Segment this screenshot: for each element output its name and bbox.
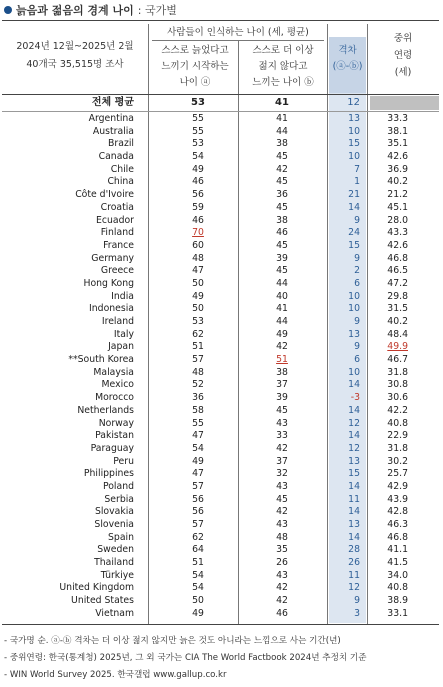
value-median: 36.9 — [387, 163, 408, 175]
col-a-line3: 나이 ⓐ — [179, 77, 211, 88]
value-b: 45 — [276, 201, 288, 213]
value-gap: 10 — [348, 151, 360, 163]
table-row — [0, 126, 443, 139]
country-name: Malaysia — [93, 366, 134, 378]
value-median: 31.8 — [387, 366, 408, 378]
value-gap: 14 — [348, 379, 360, 391]
value-median: 42.6 — [387, 151, 408, 163]
gap-header-line1: 격차 — [338, 45, 357, 56]
country-name: Mexico — [101, 379, 134, 391]
gap-header-line2: (ⓐ-ⓑ) — [332, 61, 363, 72]
value-b: 39 — [276, 392, 288, 404]
value-gap: 14 — [348, 430, 360, 442]
table-row — [0, 443, 443, 456]
value-median: 41.1 — [387, 544, 408, 556]
value-b: 46 — [276, 607, 288, 619]
country-name: India — [111, 290, 134, 302]
value-a: 46 — [192, 176, 204, 188]
value-b: 42 — [276, 341, 288, 353]
value-b: 45 — [276, 404, 288, 416]
country-name: France — [103, 239, 134, 251]
value-a: 56 — [192, 506, 204, 518]
value-gap: 6 — [354, 277, 360, 289]
value-b: 37 — [276, 455, 288, 467]
average-b: 41 — [275, 97, 289, 108]
footnote-2: - 중위연령: 한국(통계청) 2025년, 그 외 국가는 CIA The World Factbook 2024년 추정치 기준 — [4, 653, 367, 663]
value-median: 35.1 — [387, 138, 408, 150]
country-name: Vietnam — [95, 607, 134, 619]
value-b: 51 — [276, 354, 288, 366]
table-row — [0, 595, 443, 608]
value-median: 46.8 — [387, 531, 408, 543]
value-b: 45 — [276, 151, 288, 163]
value-median: 45.1 — [387, 201, 408, 213]
value-gap: 9 — [354, 341, 360, 353]
value-gap: 15 — [348, 239, 360, 251]
value-a: 54 — [192, 569, 204, 581]
value-median: 33.3 — [387, 113, 408, 124]
value-gap: 10 — [348, 290, 360, 302]
table-row — [0, 151, 443, 164]
country-name: Pakistan — [95, 430, 134, 442]
col-a-line2: 느끼기 시작하는 — [161, 61, 229, 72]
table-row — [0, 265, 443, 278]
table-row — [0, 354, 443, 367]
country-name: Argentina — [88, 113, 134, 124]
table-row — [0, 138, 443, 151]
value-a: 50 — [192, 303, 204, 315]
table-row — [0, 164, 443, 177]
value-median: 38.9 — [387, 595, 408, 607]
value-gap: 14 — [348, 201, 360, 213]
value-a: 48 — [192, 252, 204, 264]
value-a: 54 — [192, 442, 204, 454]
value-median: 29.8 — [387, 290, 408, 302]
value-b: 43 — [276, 569, 288, 581]
value-b: 36 — [276, 189, 288, 201]
table-row — [0, 418, 443, 431]
value-b: 46 — [276, 227, 288, 239]
value-gap: 10 — [348, 125, 360, 137]
value-gap: 13 — [348, 519, 360, 530]
value-b: 38 — [276, 214, 288, 226]
value-b: 45 — [276, 265, 288, 277]
table-row — [0, 582, 443, 595]
country-name: Japan — [108, 341, 134, 353]
table-row — [0, 519, 443, 532]
country-name: Ecuador — [96, 214, 134, 226]
value-a: 51 — [192, 341, 204, 353]
country-name: Brazil — [108, 138, 134, 150]
value-b: 38 — [276, 366, 288, 378]
value-median: 46.3 — [387, 519, 408, 530]
value-median: 46.7 — [387, 354, 408, 366]
value-a: 49 — [192, 163, 204, 175]
value-gap: 13 — [348, 113, 360, 124]
table-row — [0, 481, 443, 494]
value-a: 53 — [192, 138, 204, 150]
value-a: 55 — [192, 417, 204, 429]
value-median: 30.6 — [387, 392, 408, 404]
value-a: 59 — [192, 201, 204, 213]
value-median: 48.4 — [387, 328, 408, 340]
value-median: 42.6 — [387, 239, 408, 251]
country-name: Ireland — [101, 316, 134, 327]
table-row — [0, 557, 443, 570]
value-gap: 10 — [348, 303, 360, 315]
country-name: Philippines — [83, 468, 134, 480]
value-a: 57 — [192, 519, 204, 530]
median-header-line1: 중위 — [393, 33, 413, 44]
country-name: Canada — [98, 151, 134, 163]
table-row — [0, 227, 443, 240]
table-row — [0, 291, 443, 304]
col-b-line2: 젊지 않다고 — [258, 61, 308, 72]
value-a: 49 — [192, 290, 204, 302]
title-subtitle: : 국가별 — [137, 4, 177, 17]
value-median: 33.1 — [387, 607, 408, 619]
value-gap: 9 — [354, 252, 360, 264]
footnote-1: - 국가명 순. ⓐ-ⓑ 격차는 더 이상 젊지 않지만 늙은 것도 아니라는 느낌으로 사는 기간(년) — [4, 636, 341, 646]
table-row — [0, 367, 443, 380]
gap-header — [329, 44, 366, 74]
table-row — [0, 341, 443, 354]
value-median: 42.2 — [387, 404, 408, 416]
value-a: 55 — [192, 125, 204, 137]
value-b: 26 — [276, 557, 288, 569]
value-a: 49 — [192, 455, 204, 467]
value-median: 38.1 — [387, 125, 408, 137]
col-a-header — [152, 44, 238, 90]
median-header — [368, 32, 438, 80]
col-b-line3: 느끼는 나이 ⓑ — [252, 77, 314, 88]
value-a: 56 — [192, 493, 204, 505]
value-gap: 14 — [348, 506, 360, 518]
value-gap: 13 — [348, 328, 360, 340]
value-median: 30.8 — [387, 379, 408, 391]
country-name: Netherlands — [77, 404, 134, 416]
value-a: 57 — [192, 480, 204, 492]
value-a: 48 — [192, 366, 204, 378]
table-row — [0, 113, 443, 126]
country-name: Sweden — [97, 544, 134, 556]
value-a: 50 — [192, 595, 204, 607]
value-b: 32 — [276, 468, 288, 480]
value-b: 35 — [276, 544, 288, 556]
value-a: 52 — [192, 379, 204, 391]
value-b: 42 — [276, 582, 288, 594]
value-median: 25.7 — [387, 468, 408, 480]
value-b: 48 — [276, 531, 288, 543]
average-label: 전체 평균 — [91, 97, 134, 108]
table-row — [0, 240, 443, 253]
country-name: **South Korea — [68, 354, 134, 366]
table-row — [0, 608, 443, 621]
table-row — [0, 570, 443, 583]
value-b: 43 — [276, 519, 288, 530]
value-gap: 15 — [348, 138, 360, 150]
value-b: 45 — [276, 493, 288, 505]
table-row — [0, 329, 443, 342]
country-name: Norway — [98, 417, 134, 429]
value-gap: 7 — [354, 163, 360, 175]
value-gap: 3 — [354, 607, 360, 619]
value-a: 62 — [192, 531, 204, 543]
table-row — [0, 506, 443, 519]
value-median: 31.5 — [387, 303, 408, 315]
value-gap: -3 — [350, 392, 360, 404]
country-name: Hong Kong — [83, 277, 134, 289]
value-gap: 11 — [348, 493, 360, 505]
table-row — [0, 215, 443, 228]
value-b: 39 — [276, 252, 288, 264]
value-a: 70 — [192, 227, 204, 239]
value-median: 40.2 — [387, 316, 408, 327]
country-name: Côte d'Ivoire — [75, 189, 134, 201]
value-gap: 14 — [348, 531, 360, 543]
value-b: 44 — [276, 316, 288, 327]
value-a: 50 — [192, 277, 204, 289]
value-b: 41 — [276, 303, 288, 315]
value-median: 47.2 — [387, 277, 408, 289]
value-median: 42.9 — [387, 480, 408, 492]
table-title — [4, 2, 177, 18]
country-name: United Kingdom — [59, 582, 134, 594]
value-a: 53 — [192, 316, 204, 327]
value-gap: 12 — [348, 582, 360, 594]
value-gap: 1 — [354, 176, 360, 188]
value-a: 60 — [192, 239, 204, 251]
value-median: 40.2 — [387, 176, 408, 188]
survey-sample: 40개국 35,515명 조사 — [26, 59, 124, 70]
table-row — [0, 544, 443, 557]
value-median: 43.3 — [387, 227, 408, 239]
value-a: 47 — [192, 430, 204, 442]
value-median: 28.0 — [387, 214, 408, 226]
value-b: 42 — [276, 506, 288, 518]
country-name: Australia — [92, 125, 134, 137]
country-name: Greece — [100, 265, 134, 277]
country-name: Slovakia — [94, 506, 134, 518]
col-b-header — [240, 44, 326, 90]
median-header-line2: 연령 — [393, 50, 413, 61]
value-median: 41.5 — [387, 557, 408, 569]
group-header: 사람들이 인식하는 나이 (세, 평균) — [167, 27, 309, 38]
value-b: 42 — [276, 163, 288, 175]
country-name: Germany — [91, 252, 134, 264]
table-row — [0, 379, 443, 392]
table-row — [0, 468, 443, 481]
value-median: 21.2 — [387, 189, 408, 201]
value-median: 30.2 — [387, 455, 408, 467]
value-a: 46 — [192, 214, 204, 226]
country-name: Morocco — [95, 392, 134, 404]
value-a: 57 — [192, 354, 204, 366]
country-table-body — [0, 113, 443, 621]
value-a: 64 — [192, 544, 204, 556]
value-gap: 11 — [348, 569, 360, 581]
value-a: 62 — [192, 328, 204, 340]
table-row — [0, 494, 443, 507]
survey-info — [4, 40, 146, 72]
table-row — [0, 253, 443, 266]
table-row — [0, 189, 443, 202]
table-row — [0, 316, 443, 329]
table-row — [0, 392, 443, 405]
value-b: 42 — [276, 595, 288, 607]
country-name: Poland — [102, 480, 134, 492]
value-b: 33 — [276, 430, 288, 442]
bottom-rule — [2, 624, 439, 625]
value-gap: 15 — [348, 468, 360, 480]
header-rule — [2, 94, 439, 95]
value-a: 47 — [192, 468, 204, 480]
country-name: Italy — [113, 328, 134, 340]
country-name: Finland — [100, 227, 134, 239]
value-gap: 28 — [348, 544, 360, 556]
table-row — [0, 202, 443, 215]
value-b: 38 — [276, 138, 288, 150]
value-gap: 2 — [354, 265, 360, 277]
country-name: Thailand — [94, 557, 134, 569]
value-gap: 14 — [348, 404, 360, 416]
value-a: 47 — [192, 265, 204, 277]
value-b: 44 — [276, 125, 288, 137]
value-median: 46.5 — [387, 265, 408, 277]
value-median: 46.8 — [387, 252, 408, 264]
country-name: United States — [71, 595, 134, 607]
table-row — [0, 303, 443, 316]
value-a: 58 — [192, 404, 204, 416]
average-a: 53 — [191, 97, 205, 108]
survey-period: 2024년 12월~2025년 2월 — [16, 41, 134, 52]
value-median: 42.8 — [387, 506, 408, 518]
country-name: Indonesia — [89, 303, 134, 315]
value-gap: 14 — [348, 480, 360, 492]
average-rule — [2, 111, 439, 112]
value-b: 37 — [276, 379, 288, 391]
value-b: 43 — [276, 417, 288, 429]
footnote-3: - WIN World Survey 2025. 한국갤럽 www.gallup.co.kr — [4, 670, 227, 680]
value-median: 49.9 — [387, 341, 408, 353]
value-b: 45 — [276, 176, 288, 188]
value-median: 22.9 — [387, 430, 408, 442]
value-gap: 6 — [354, 354, 360, 366]
table-row — [0, 532, 443, 545]
value-a: 55 — [192, 113, 204, 124]
value-a: 54 — [192, 582, 204, 594]
value-gap: 24 — [348, 227, 360, 239]
table-row — [0, 456, 443, 469]
country-name: Peru — [113, 455, 134, 467]
value-gap: 13 — [348, 455, 360, 467]
value-gap: 9 — [354, 595, 360, 607]
table-row — [0, 405, 443, 418]
table-row — [0, 176, 443, 189]
value-b: 45 — [276, 239, 288, 251]
value-gap: 10 — [348, 366, 360, 378]
value-median: 40.8 — [387, 582, 408, 594]
value-b: 49 — [276, 328, 288, 340]
value-a: 49 — [192, 607, 204, 619]
value-a: 54 — [192, 151, 204, 163]
value-a: 51 — [192, 557, 204, 569]
value-gap: 12 — [348, 442, 360, 454]
country-name: Chile — [110, 163, 134, 175]
table-row — [0, 430, 443, 443]
value-b: 41 — [276, 113, 288, 124]
average-row — [0, 96, 443, 110]
country-name: Türkiye — [100, 569, 134, 581]
country-name: Spain — [108, 531, 134, 543]
col-b-line1: 스스로 더 이상 — [252, 45, 314, 56]
value-b: 44 — [276, 277, 288, 289]
country-name: China — [107, 176, 134, 188]
value-gap: 9 — [354, 316, 360, 327]
average-gap: 12 — [347, 97, 360, 108]
value-median: 34.0 — [387, 569, 408, 581]
value-gap: 9 — [354, 214, 360, 226]
table-row — [0, 278, 443, 291]
country-name: Serbia — [104, 493, 134, 505]
top-rule — [2, 20, 439, 21]
value-b: 43 — [276, 480, 288, 492]
country-name: Croatia — [100, 201, 134, 213]
value-gap: 21 — [348, 189, 360, 201]
bullet-icon — [4, 6, 12, 14]
title-text: 늙음과 젊음의 경계 나이 — [16, 4, 134, 17]
value-a: 56 — [192, 189, 204, 201]
value-median: 31.8 — [387, 442, 408, 454]
median-header-line3: (세) — [394, 67, 412, 78]
value-gap: 12 — [348, 417, 360, 429]
value-gap: 26 — [348, 557, 360, 569]
value-a: 36 — [192, 392, 204, 404]
value-median: 43.9 — [387, 493, 408, 505]
country-name: Paraguay — [90, 442, 134, 454]
value-b: 42 — [276, 442, 288, 454]
col-a-line1: 스스로 늙었다고 — [161, 45, 229, 56]
value-b: 40 — [276, 290, 288, 302]
value-median: 40.8 — [387, 417, 408, 429]
country-name: Slovenia — [94, 519, 134, 530]
